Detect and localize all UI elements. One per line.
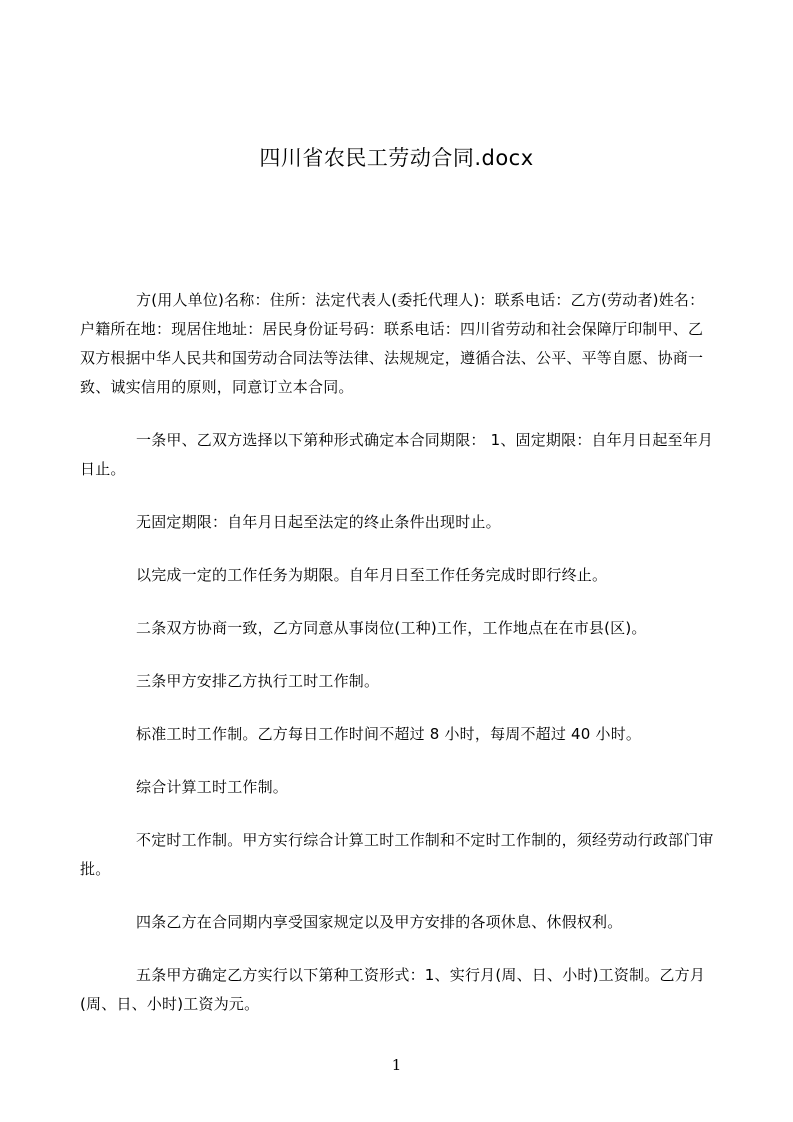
paragraph-article-3: 三条甲方安排乙方执行工时工作制。	[136, 672, 380, 690]
document-body	[80, 286, 716, 1019]
paragraph-indefinite-term: 无固定期限：自年月日起至法定的终止条件出现时止。	[136, 513, 501, 531]
paragraph-flexible-hours: 不定时工作制。甲方实行综合计算工时工作制和不定时工作制的，须经劳动行政部门审批。	[80, 831, 714, 878]
paragraph-article-2: 二条双方协商一致，乙方同意从事岗位(工种)工作，工作地点在在市县(区)。	[136, 619, 647, 637]
paragraph-article-5: 五条甲方确定乙方实行以下第种工资形式：1、实行月(周、日、小时)工资制。乙方月(周、日、小时)工资为元。	[80, 966, 706, 1013]
paragraph-standard-hours: 标准工时工作制。乙方每日工作时间不超过 8 小时，每周不超过 40 小时。	[136, 725, 642, 743]
page-number: 1	[391, 1056, 402, 1074]
paragraph-article-1: 一条甲、乙双方选择以下第种形式确定本合同期限： 1、固定期限：自年月日起至年月日止。	[80, 431, 714, 478]
paragraph-task-term: 以完成一定的工作任务为期限。自年月日至工作任务完成时即行终止。	[136, 566, 608, 584]
document-title: 四川省农民工劳动合同.docx	[259, 146, 534, 170]
paragraph-comprehensive-hours: 综合计算工时工作制。	[136, 778, 289, 796]
paragraph-article-4: 四条乙方在合同期内享受国家规定以及甲方安排的各项休息、休假权利。	[136, 913, 623, 931]
paragraph-parties: 方(用人单位)名称：住所：法定代表人(委托代理人)：联系电话：乙方(劳动者)姓名：户籍所在地：现居住地址：居民身份证号码：联系电话：四川省劳动和社会保障厅印制甲、乙双方根据中华人民共和国劳动合同法等法律、法规规定，遵循合法、公平、平等自愿、协商一致、诚实信用的原则，同意订立本合同。	[80, 291, 705, 396]
